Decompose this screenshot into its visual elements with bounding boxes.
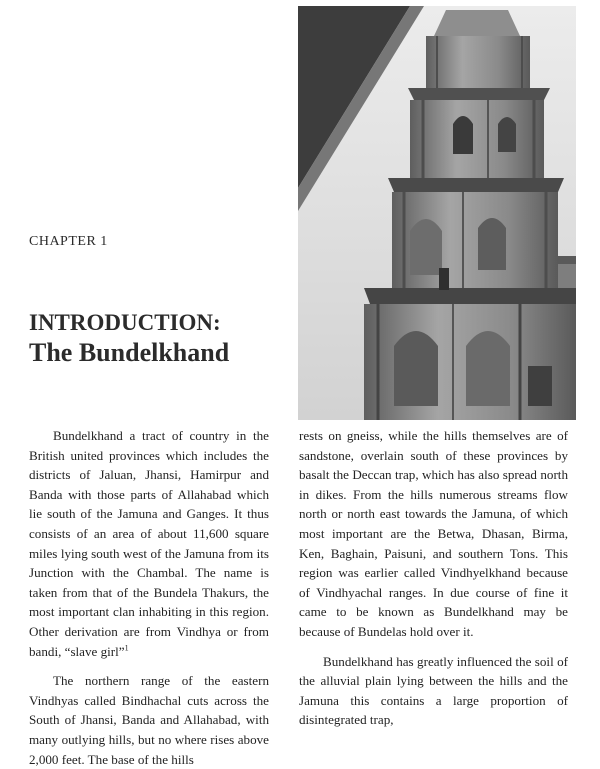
tower-photo — [298, 6, 576, 420]
footnote-marker: 1 — [124, 643, 129, 653]
tower-photo-drawing — [298, 6, 576, 420]
paragraph: The northern range of the eastern Vindhyas called Bindhachal cuts across the South of Jhansi, Banda and Allahabad, with many outlying hills, but no where rises above 2,000 feet. The base of the hills — [29, 673, 269, 767]
paragraph: Bundelkhand has greatly influenced the soil of the alluvial plain lying between the hills and the Jamuna this contains a large proportion of disintegrated trap, — [299, 653, 568, 728]
paragraph: rests on gneiss, while the hills themselves are of sandstone, overlain south of these provinces by basalt the Deccan trap, which has also spread north in dikes. From the hills numerous streams flow north or north east towards the Jamuna, of which most important are the Betwa, Dhasan, Birma, Ken, Baghain, Paisuni, and southern Tons. This region was earlier called Vindhyelkhand because of Vindhyachal ranges. In due course of fine it came to be known as Bundelkhand may be because of Bundelas hold over it. — [299, 428, 568, 639]
body-column-right — [299, 426, 568, 730]
chapter-title: INTRODUCTION: — [29, 310, 221, 335]
chapter-subtitle: The Bundelkhand — [29, 338, 230, 367]
paragraph-text: Bundelkhand a tract of country in the British united provinces which includes the districts of Jaluan, Jhansi, Hamirpur and Banda with those parts of Allahabad which lie south of the Jamuna and Ganges. It thus consists of an area of about 11,600 square miles lying south west of the Jamuna from its Junction with the Chambal. The name is taken from that of the Bundela Thakurs, the most important clan inhabiting in this region. Other derivation are from Vindhya or from bandi, “slave girl” — [29, 428, 269, 659]
body-column-left — [29, 426, 269, 769]
paragraph — [29, 426, 269, 661]
chapter-label: CHAPTER 1 — [29, 234, 108, 249]
